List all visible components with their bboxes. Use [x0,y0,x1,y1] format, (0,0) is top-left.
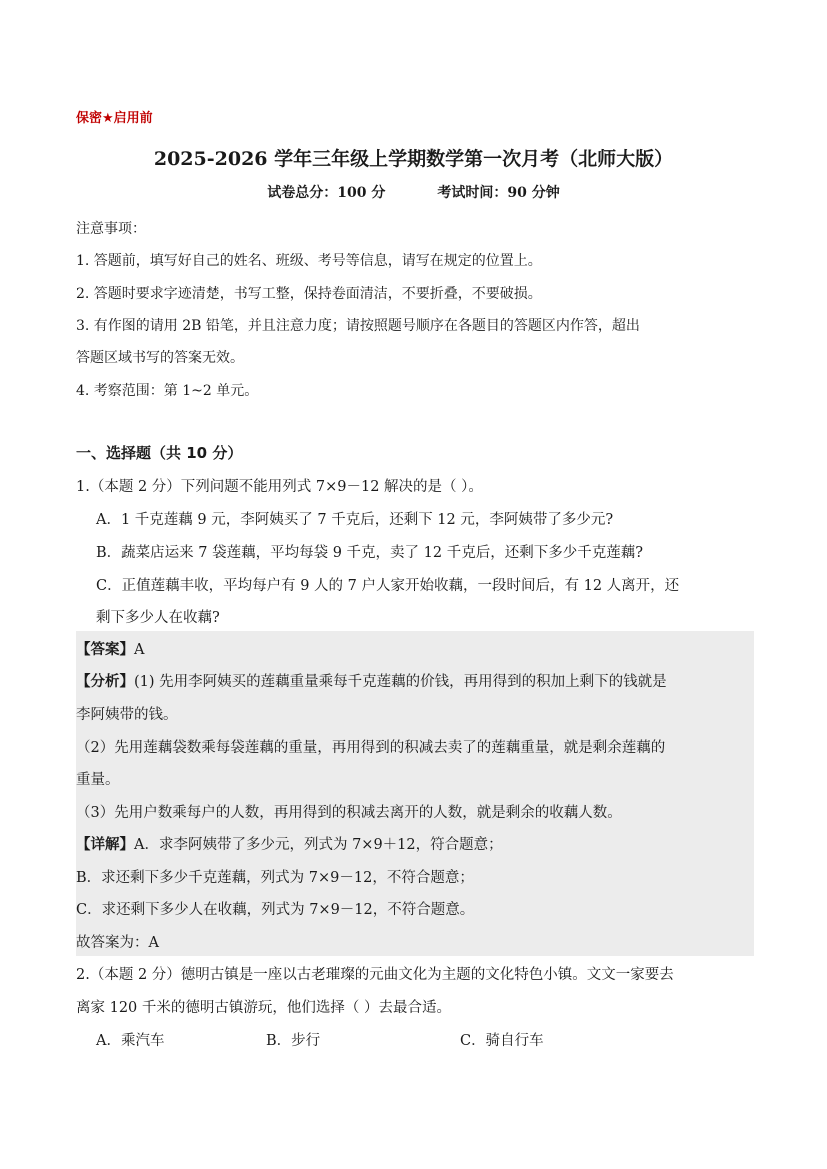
question-2-option-a: A．乘汽车 [96,1033,165,1049]
analysis-line [76,670,667,691]
notice-item: 答题区域书写的答案无效。 [76,350,244,366]
final-answer: 故答案为：A [76,935,159,951]
answer-line [76,638,144,659]
notice-item: 1. 答题前，填写好自己的姓名、班级、考号等信息，请写在规定的位置上。 [76,253,542,269]
total-score: 试卷总分：100 分 [267,185,386,201]
notice-item: 4. 考察范围：第 1~2 单元。 [76,383,259,399]
exam-title: 2025-2026 学年三年级上学期数学第一次月考（北师大版） [153,148,674,170]
notice-item: 3. 有作图的请用 2B 铅笔，并且注意力度；请按照题号顺序在各题目的答题区内作答，超出 [76,318,640,334]
analysis-text: （3）先用户数乘每户的人数，再用得到的积减去离开的人数，就是剩余的收藕人数。 [76,805,622,821]
question-1-option-a: A．1 千克莲藕 9 元，李阿姨买了 7 千克后，还剩下 12 元，李阿姨带了多少元? [96,512,614,528]
detail-text: C．求还剩下多少人在收藕，列式为 7×9－12，不符合题意。 [76,902,475,918]
secret-mark: 保密★启用前 [76,111,153,126]
exam-meta [0,182,827,202]
notice-item: 2. 答题时要求字迹清楚，书写工整，保持卷面清洁，不要折叠，不要破损。 [76,286,542,302]
detail-text: B．求还剩下多少千克莲藕，列式为 7×9－12，不符合题意； [76,870,474,886]
question-2-stem-cont: 离家 120 千米的德明古镇游玩，他们选择（ ）去最合适。 [76,1000,452,1016]
notice-heading: 注意事项： [76,221,146,237]
analysis-tag: 【分析】 [76,673,134,690]
analysis-text: （2）先用莲藕袋数乘每袋莲藕的重量，再用得到的积减去卖了的莲藕重量，就是剩余莲藕的 [76,740,666,756]
question-1-option-c: C．正值莲藕丰收，平均每户有 9 人的 7 户人家开始收藕，一段时间后，有 12 人离开，还 [96,578,680,594]
question-2-option-b: B．步行 [266,1033,321,1049]
question-1-option-b: B．蔬菜店运来 7 袋莲藕，平均每袋 9 千克，卖了 12 千克后，还剩下多少千克莲藕? [96,545,643,561]
exam-time: 考试时间：90 分钟 [437,185,560,201]
question-2-stem: 2.（本题 2 分）德明古镇是一座以古老璀璨的元曲文化为主题的文化特色小镇。文文一家要去 [76,967,674,983]
detail-tag: 【详解】 [76,836,134,853]
answer-tag: 【答案】 [76,641,134,658]
answer-value: A [134,642,145,658]
analysis-text: 重量。 [76,772,120,788]
question-1-option-c-cont: 剩下多少人在收藕? [96,610,220,626]
section-heading: 一、选择题（共 10 分） [76,444,243,462]
detail-line [76,833,503,854]
detail-text: A．求李阿姨带了多少元，列式为 7×9＋12，符合题意； [134,837,503,853]
analysis-text: 李阿姨带的钱。 [76,707,178,723]
question-1-stem: 1.（本题 2 分）下列问题不能用列式 7×9－12 解决的是（ ）。 [76,479,483,495]
question-2-option-c: C．骑自行车 [460,1033,544,1049]
analysis-text: (1) 先用李阿姨买的莲藕重量乘每千克莲藕的价钱，再用得到的积加上剩下的钱就是 [134,674,667,690]
